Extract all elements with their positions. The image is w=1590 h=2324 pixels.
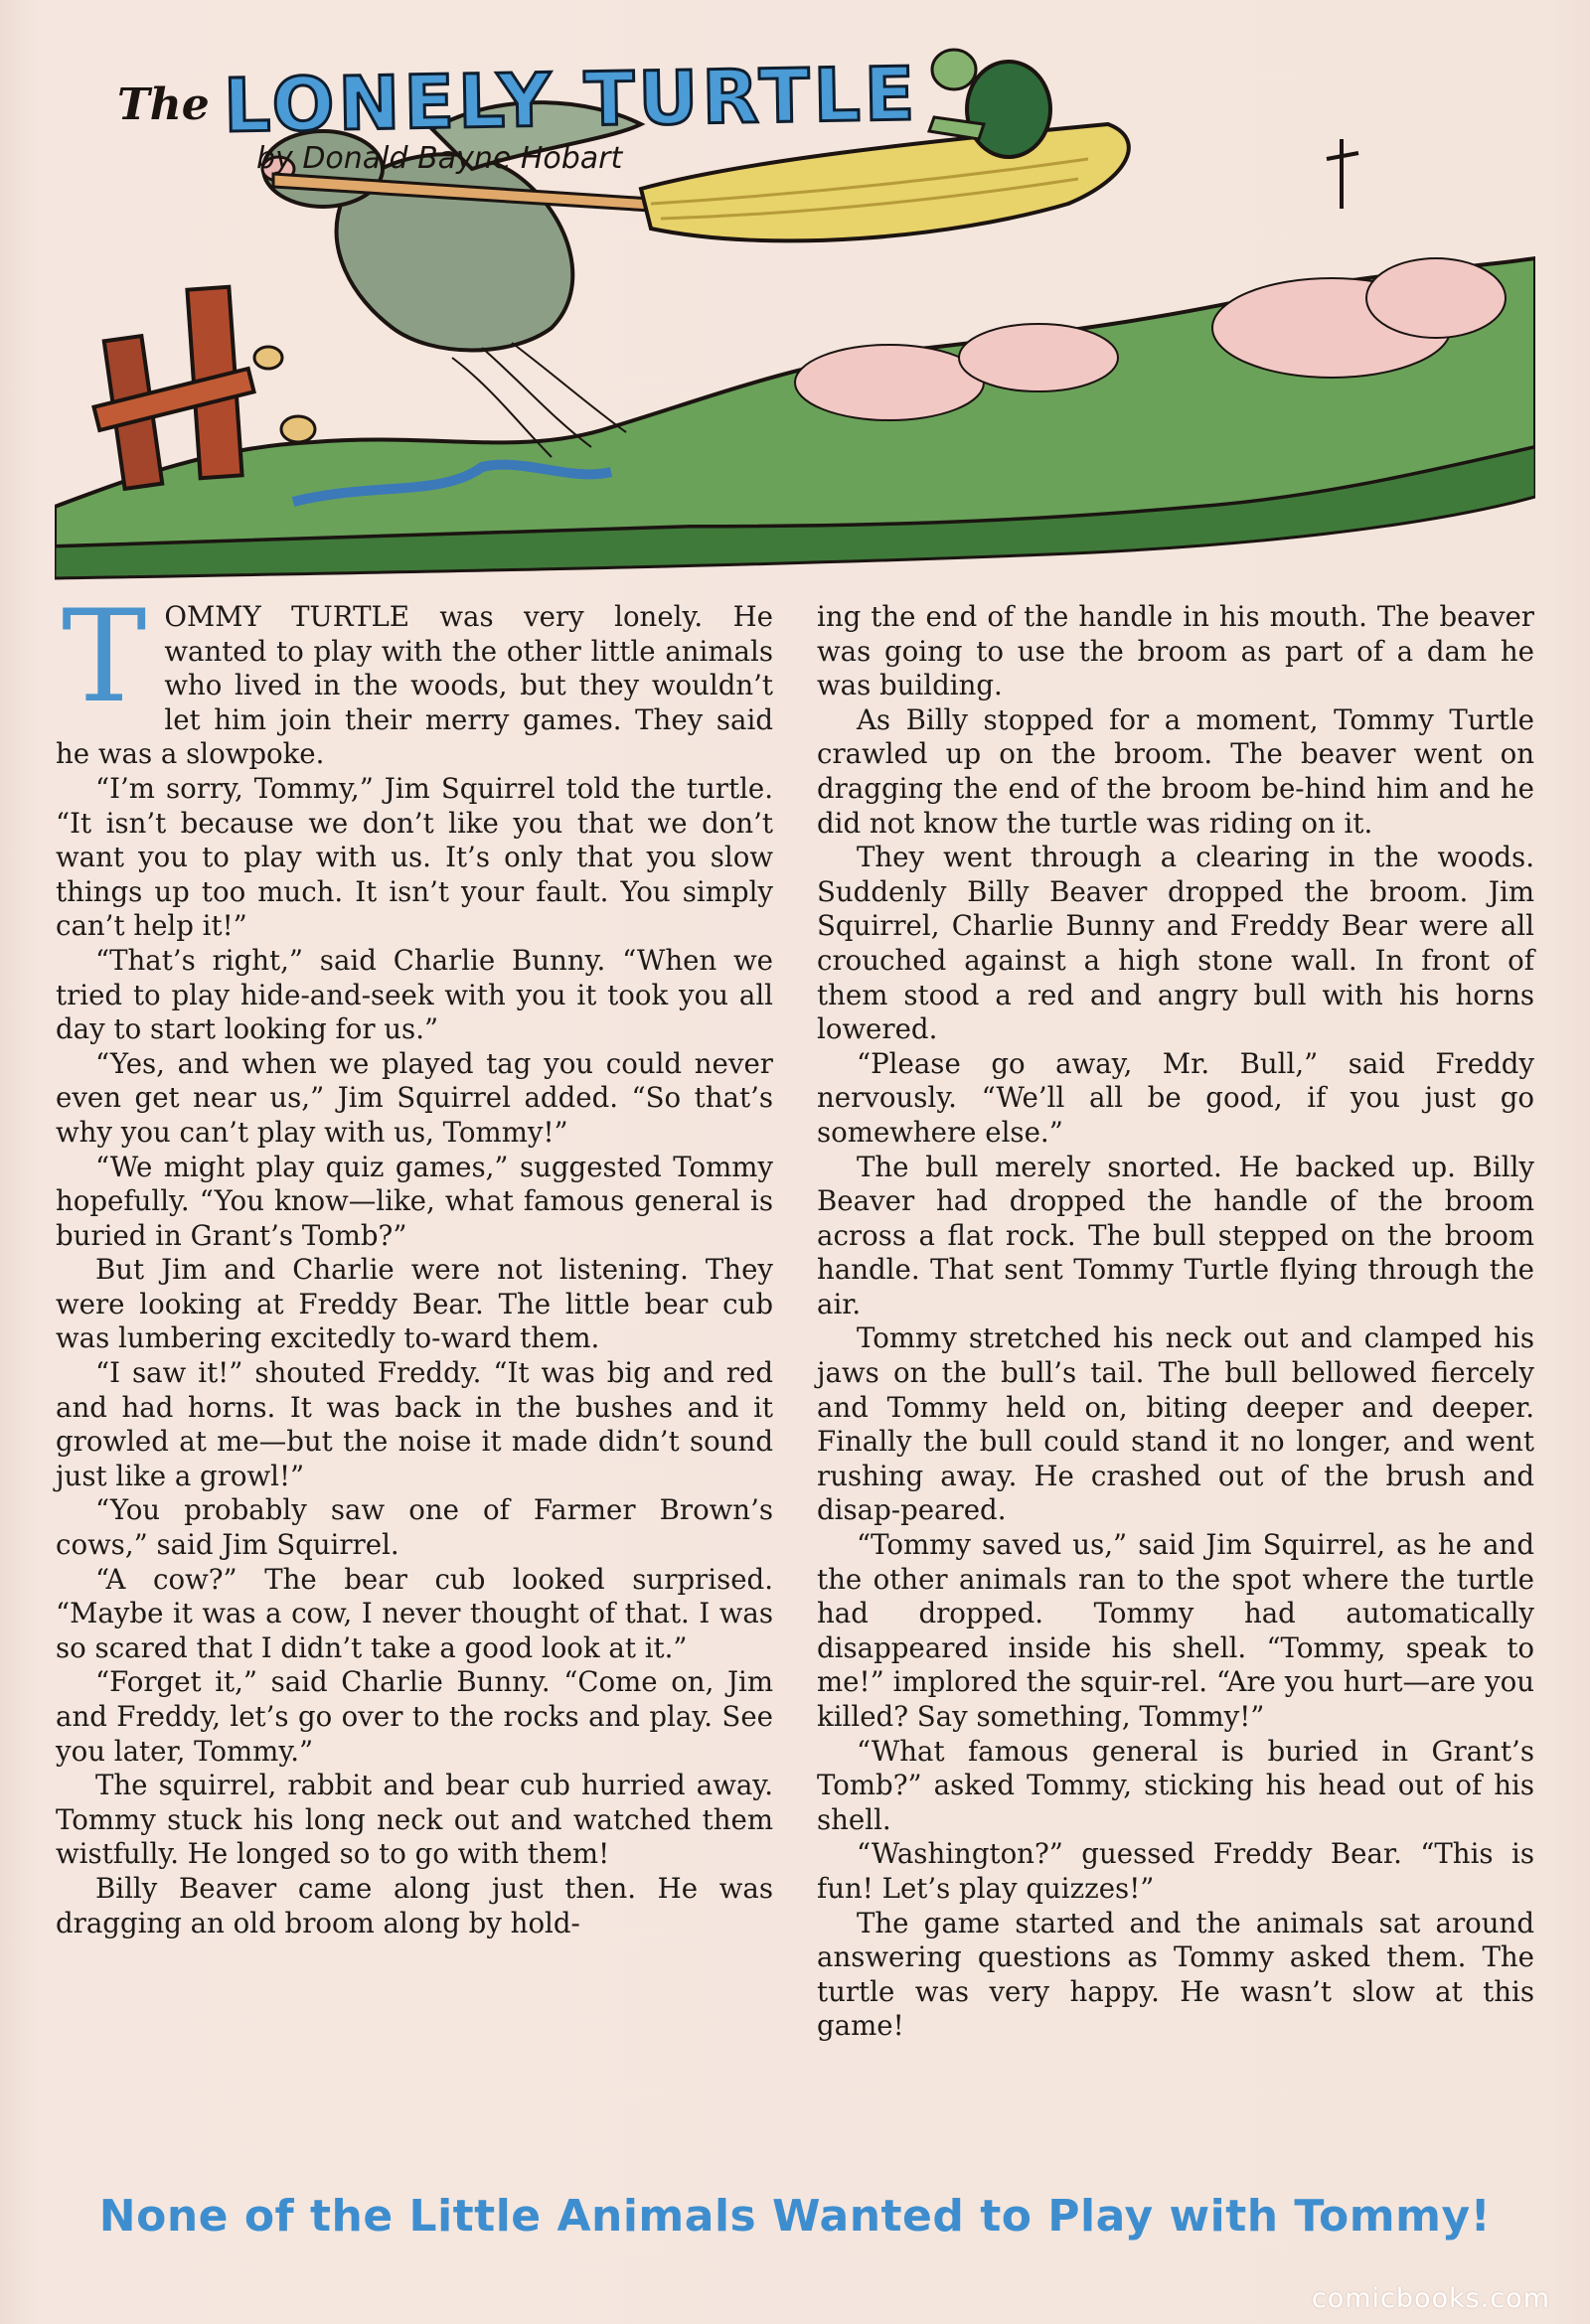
story-column-right [817,600,1534,2150]
story-paragraph: “That’s right,” said Charlie Bunny. “When we tried to play hide-and-seek with you it took you all day to start looking for us.” [56,943,773,1046]
drop-cap: T [62,583,147,731]
story-paragraph: TOMMY TURTLE was very lonely. He wanted to play with the other little animals who lived in the woods, but they wouldn’t let him join their merry games. They said he was a slowpoke. [56,583,773,771]
story-paragraph: Tommy stretched his neck out and clamped his jaws on the bull’s tail. The bull bellowed fiercely and Tommy held on, biting deeper and deeper. Finally the bull could stand it no longer, and went rushing away. He crashed out of the brush and disap-peared. [817,1321,1534,1527]
story-paragraph: As Billy stopped for a moment, Tommy Turtle crawled up on the broom. The beaver went on dragging the end of the broom be-hind him and he did not know the turtle was riding on it. [817,702,1534,840]
footer-tagline: None of the Little Animals Wanted to Play with Tommy! [98,2191,1492,2242]
story-paragraph: “Forget it,” said Charlie Bunny. “Come on, Jim and Freddy, let’s go over to the rocks and play. See you later, Tommy.” [56,1665,773,1768]
story-paragraph: They went through a clearing in the woods. Suddenly Billy Beaver dropped the broom. Jim Squirrel, Charlie Bunny and Freddy Bear were all crouched against a high stone wall. In front of them stood a red and angry bull with his horns lowered. [817,841,1534,1046]
story-columns [56,583,1534,2150]
story-paragraph: “Yes, and when we played tag you could never even get near us,” Jim Squirrel added. “So that’s why you can’t play with us, Tommy!” [56,1046,773,1149]
story-paragraph: The bull merely snorted. He backed up. Billy Beaver had dropped the handle of the broom across a flat rock. The bull stepped on the broom handle. That sent Tommy Turtle flying through the air. [817,1150,1534,1320]
story-paragraph: “Washington?” guessed Freddy Bear. “This is fun! Let’s play quizzes!” [817,1837,1534,1905]
story-paragraph: “A cow?” The bear cub looked surprised. “Maybe it was a cow, I never thought of that. I was so scared that I didn’t take a good look at it.” [56,1562,773,1664]
story-column-left [56,583,773,2150]
story-paragraph: “Tommy saved us,” said Jim Squirrel, as he and the other animals ran to the spot where the turtle had dropped. Tommy had automatically disappeared inside his shell. “Tommy, speak to me!” implored the squir-rel. “Are you hurt—are you killed? Say something, Tommy!” [817,1528,1534,1733]
story-paragraph: “We might play quiz games,” suggested Tommy hopefully. “You know—like, what famous general is buried in Grant’s Tomb?” [56,1150,773,1252]
story-paragraph: “I’m sorry, Tommy,” Jim Squirrel told the turtle. “It isn’t because we don’t like you that we don’t want you to play with us. It’s only that you slow things up too much. It isn’t your fault. You simply can’t help it!” [56,771,773,943]
story-paragraph: “I saw it!” shouted Freddy. “It was big and red and had horns. It was back in the bushes and it growled at me—but the noise it made didn’t sound just like a growl!” [56,1356,773,1492]
story-paragraph: ing the end of the handle in his mouth. The beaver was going to use the broom as part of a dam he was building. [817,600,1534,702]
story-paragraph: The squirrel, rabbit and bear cub hurried away. Tommy stuck his long neck out and watched them wistfully. He longed so to go with them! [56,1769,773,1871]
story-paragraph: But Jim and Charlie were not listening. They were looking at Freddy Bear. The little bear cub was lumbering excitedly to-ward them. [56,1253,773,1355]
story-paragraph: The game started and the animals sat around answering questions as Tommy asked them. The turtle was very happy. He wasn’t slow at this game! [817,1906,1534,2043]
site-watermark: comicbooks.com [1311,2283,1550,2314]
story-title: LONELY TURTLE [223,51,919,150]
story-paragraph: Billy Beaver came along just then. He was dragging an old broom along by hold- [56,1871,773,1939]
byline: by Donald Bayne Hobart [256,141,623,176]
story-paragraph: “Please go away, Mr. Bull,” said Freddy nervously. “We’ll all be good, if you just go somewhere else.” [817,1046,1534,1149]
story-paragraph: “What famous general is buried in Grant’s Tomb?” asked Tommy, sticking his head out of his shell. [817,1734,1534,1836]
title-prefix: The [117,79,210,130]
story-paragraph: “You probably saw one of Farmer Brown’s cows,” said Jim Squirrel. [56,1493,773,1562]
